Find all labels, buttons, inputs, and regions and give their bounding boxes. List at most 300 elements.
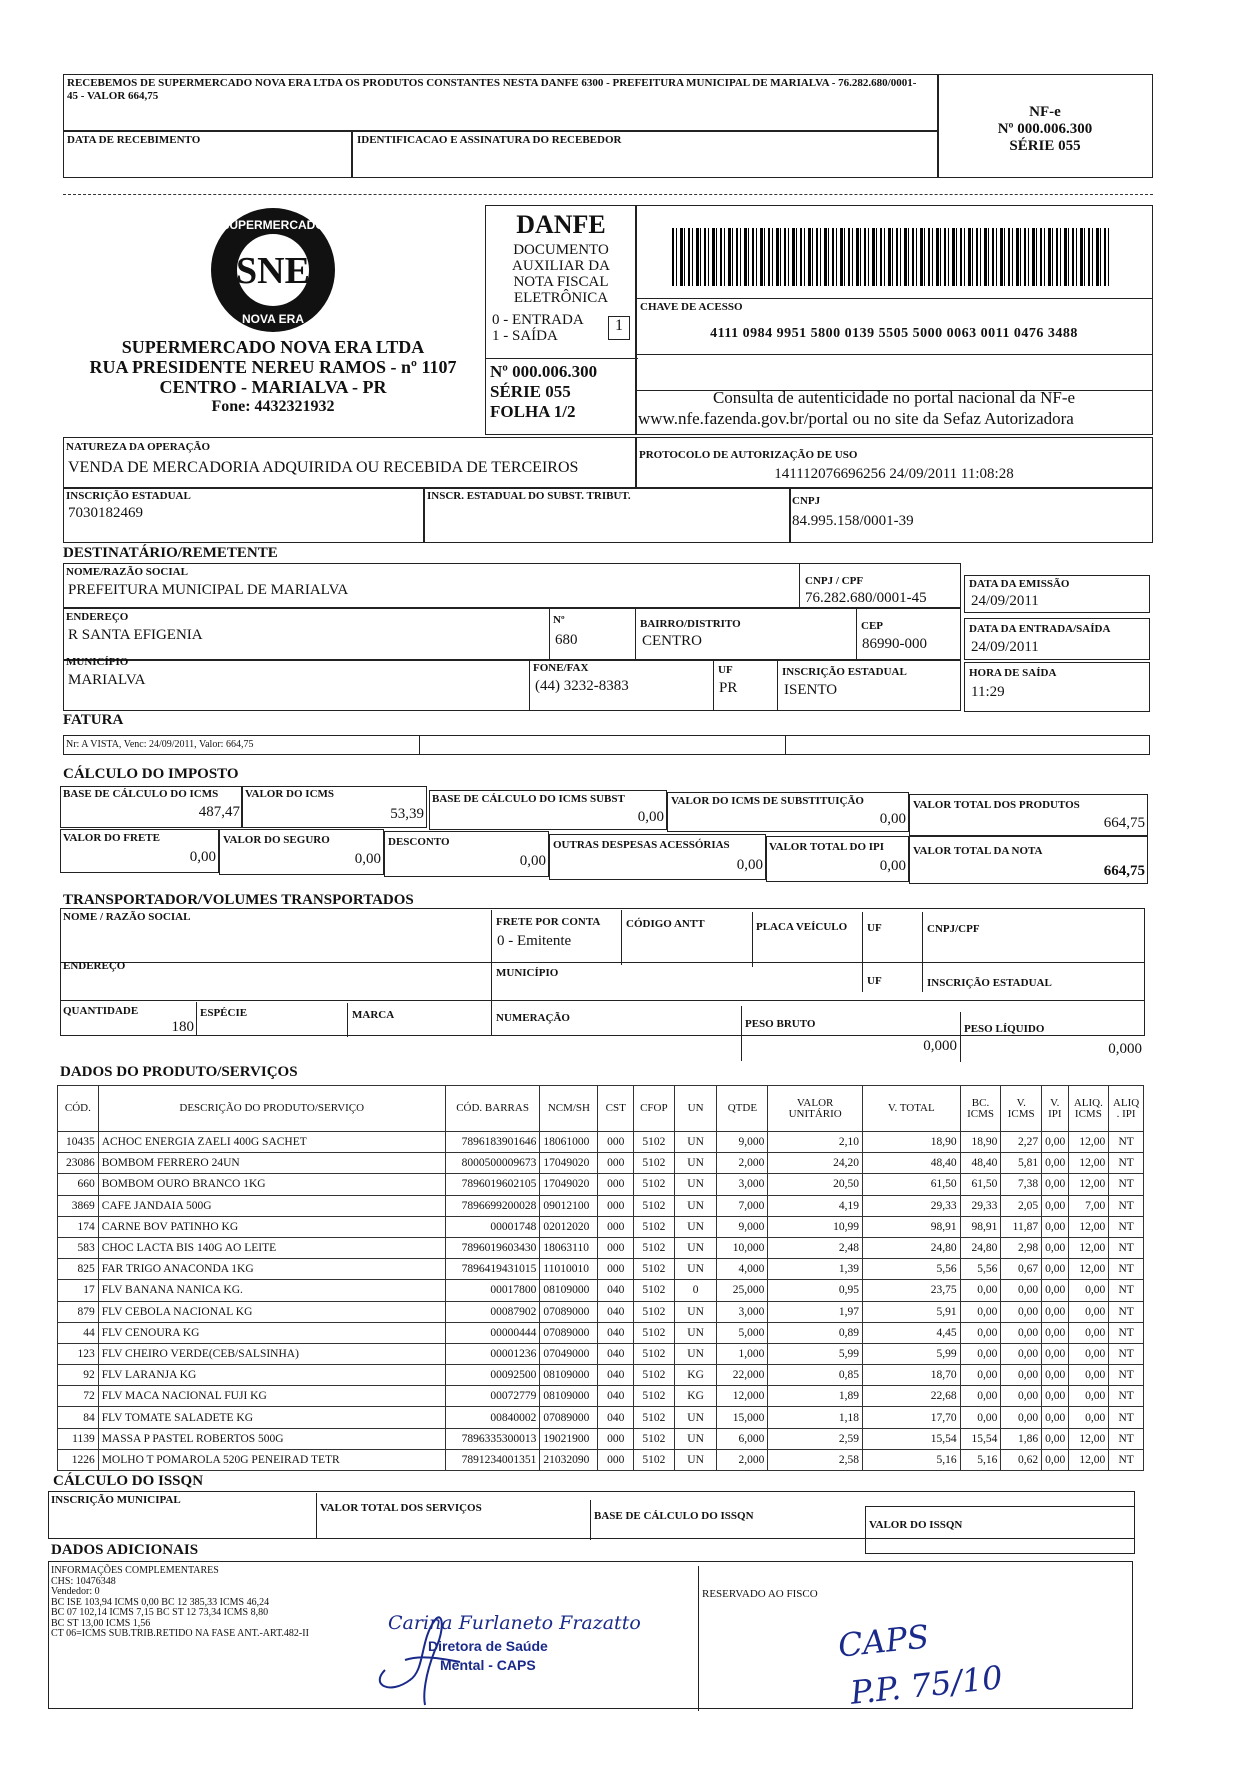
col-un: UN: [674, 1153, 717, 1174]
col-cfop: 5102: [634, 1343, 675, 1364]
col-barras-header: CÓD. BARRAS: [445, 1086, 540, 1132]
col-cfop: 5102: [634, 1216, 675, 1237]
receipt-text: RECEBEMOS DE SUPERMERCADO NOVA ERA LTDA OS PRODUTOS CONSTANTES NESTA DANFE 6300 - PREFEITURA MUNICIPAL DE MARIALVA - 76.282.680/0001-45 - VALOR 664,75: [67, 77, 917, 102]
invoice-section-title: FATURA: [63, 712, 124, 728]
col-cst: 000: [598, 1259, 634, 1280]
col-cod: 879: [58, 1301, 99, 1322]
col-vunit: 2,58: [768, 1449, 863, 1470]
col-bc-icms: 98,91: [960, 1216, 1001, 1237]
col-descricao: CHOC LACTA BIS 140G AO LEITE: [98, 1237, 445, 1258]
col-bc-icms: 0,00: [960, 1301, 1001, 1322]
col-cst: 040: [598, 1343, 634, 1364]
col-aliq-icms: 0,00: [1068, 1322, 1109, 1343]
col-un-header: UN: [674, 1086, 717, 1132]
col-ncm: 07089000: [540, 1407, 598, 1428]
col-cfop: 5102: [634, 1195, 675, 1216]
issuer-cnpj-label: CNPJ: [792, 495, 821, 507]
col-descricao-header: DESCRIÇÃO DO PRODUTO/SERVIÇO: [98, 1086, 445, 1132]
recipient-city-label: MUNICÍPIO: [66, 656, 129, 668]
ipi-value: 0,00: [879, 858, 906, 874]
col-aliq-icms: 0,00: [1068, 1343, 1109, 1364]
col-cod-header: CÓD.: [58, 1086, 99, 1132]
col-aliq-ipi: NT: [1109, 1343, 1144, 1364]
col-un: KG: [674, 1386, 717, 1407]
table-row: [58, 1407, 1144, 1428]
col-ncm: 08109000: [540, 1365, 598, 1386]
col-vunit: 24,20: [768, 1153, 863, 1174]
complementary-info-label: INFORMAÇÕES COMPLEMENTARES: [51, 1565, 219, 1576]
col-v-ipi: 0,00: [1042, 1174, 1068, 1195]
services-total-label: VALOR TOTAL DOS SERVIÇOS: [320, 1502, 482, 1514]
col-qtde: 5,000: [717, 1322, 768, 1343]
col-qtde: 7,000: [717, 1195, 768, 1216]
col-cst: 000: [598, 1428, 634, 1449]
col-v-ipi: 0,00: [1042, 1428, 1068, 1449]
col-ncm: 18063110: [540, 1237, 598, 1258]
carrier-uf-label: UF: [867, 922, 882, 934]
col-cst: 040: [598, 1322, 634, 1343]
col-cst: 040: [598, 1365, 634, 1386]
stub-nfe-label: NF-e: [1029, 104, 1061, 120]
col-ncm: 09012100: [540, 1195, 598, 1216]
danfe-title: DANFE: [516, 210, 606, 239]
col-bc-icms: 0,00: [960, 1386, 1001, 1407]
col-ncm: 08109000: [540, 1280, 598, 1301]
quantity-label: QUANTIDADE: [63, 1005, 139, 1017]
col-vtotal: 29,33: [862, 1195, 960, 1216]
col-v-icms: 2,05: [1001, 1195, 1042, 1216]
col-bc-icms-header: BC. ICMS: [960, 1086, 1001, 1132]
carrier-name-label: NOME / RAZÃO SOCIAL: [63, 911, 191, 923]
brand-label: MARCA: [352, 1009, 395, 1021]
col-v-ipi: 0,00: [1042, 1301, 1068, 1322]
issqn-section-title: CÁLCULO DO ISSQN: [53, 1473, 204, 1489]
col-aliq-ipi: NT: [1109, 1195, 1144, 1216]
col-v-icms: 11,87: [1001, 1216, 1042, 1237]
col-v-ipi: 0,00: [1042, 1449, 1068, 1470]
recipient-uf-label: UF: [718, 664, 733, 676]
col-vtotal: 17,70: [862, 1407, 960, 1428]
col-descricao: CAFE JANDAIA 500G: [98, 1195, 445, 1216]
info-line: BC ISE 103,94 ICMS 0,00 BC 12 385,33 ICMS 46,24: [51, 1596, 270, 1608]
col-vtotal: 4,45: [862, 1322, 960, 1343]
col-v-icms: 0,00: [1001, 1365, 1042, 1386]
table-row: [58, 1343, 1144, 1364]
col-v-icms: 7,38: [1001, 1174, 1042, 1195]
additional-section-title: DADOS ADICIONAIS: [51, 1542, 199, 1558]
col-vunit: 20,50: [768, 1174, 863, 1195]
col-barras: 7896019603430: [445, 1237, 540, 1258]
table-row: [58, 1195, 1144, 1216]
recipient-address-label: ENDEREÇO: [66, 611, 129, 623]
col-vtotal: 98,91: [862, 1216, 960, 1237]
svg-text:SUPERMERCADO: SUPERMERCADO: [221, 218, 325, 232]
col-vunit: 0,95: [768, 1280, 863, 1301]
col-bc-icms: 24,80: [960, 1237, 1001, 1258]
col-un: KG: [674, 1365, 717, 1386]
col-v-icms: 5,81: [1001, 1153, 1042, 1174]
col-cfop-header: CFOP: [634, 1086, 675, 1132]
col-v-icms: 2,27: [1001, 1132, 1042, 1153]
col-descricao: FLV BANANA NANICA KG.: [98, 1280, 445, 1301]
recipient-section-title: DESTINATÁRIO/REMETENTE: [63, 545, 278, 561]
col-cod: 17: [58, 1280, 99, 1301]
ie-label: INSCRIÇÃO ESTADUAL: [66, 490, 191, 502]
total-invoice-label: VALOR TOTAL DA NOTA: [913, 845, 1043, 857]
col-qtde: 2,000: [717, 1153, 768, 1174]
col-ncm: 18061000: [540, 1132, 598, 1153]
col-cfop: 5102: [634, 1301, 675, 1322]
col-barras: 00000444: [445, 1322, 540, 1343]
other-expenses-value: 0,00: [736, 857, 763, 873]
col-vtotal: 48,40: [862, 1153, 960, 1174]
col-barras: 00001748: [445, 1216, 540, 1237]
col-descricao: FAR TRIGO ANACONDA 1KG: [98, 1259, 445, 1280]
col-cfop: 5102: [634, 1174, 675, 1195]
stub-nfe-series: SÉRIE 055: [1009, 138, 1081, 154]
carrier-cnpj-label: CNPJ/CPF: [927, 923, 980, 935]
col-v-icms: 0,00: [1001, 1322, 1042, 1343]
danfe-sub-1: DOCUMENTO: [513, 242, 609, 258]
carrier-ie-label: INSCRIÇÃO ESTADUAL: [927, 977, 1052, 989]
table-row: [58, 1449, 1144, 1470]
col-un: UN: [674, 1259, 717, 1280]
col-aliq-ipi: NT: [1109, 1237, 1144, 1258]
table-row: [58, 1132, 1144, 1153]
danfe-page: FOLHA 1/2: [490, 402, 576, 421]
col-v-icms: 0,00: [1001, 1301, 1042, 1322]
col-bc-icms: 0,00: [960, 1343, 1001, 1364]
quantity-value: 180: [171, 1019, 194, 1035]
col-v-ipi: 0,00: [1042, 1132, 1068, 1153]
col-cst: 000: [598, 1216, 634, 1237]
carrier-uf2-label: UF: [867, 975, 882, 987]
col-v-icms-header: V. ICMS: [1001, 1086, 1042, 1132]
col-bc-icms: 0,00: [960, 1407, 1001, 1428]
col-vunit: 0,89: [768, 1322, 863, 1343]
col-barras: 7896699200028: [445, 1195, 540, 1216]
species-label: ESPÉCIE: [200, 1007, 248, 1019]
col-v-ipi: 0,00: [1042, 1237, 1068, 1258]
col-un: UN: [674, 1132, 717, 1153]
col-barras: 00017800: [445, 1280, 540, 1301]
issuer-phone: Fone: 4432321932: [211, 398, 335, 415]
recipient-name: PREFEITURA MUNICIPAL DE MARIALVA: [68, 582, 349, 598]
consulta-line-1: Consulta de autenticidade no portal nacional da NF-e: [712, 388, 1076, 407]
col-v-icms: 0,00: [1001, 1407, 1042, 1428]
col-cod: 123: [58, 1343, 99, 1364]
col-aliq-ipi: NT: [1109, 1259, 1144, 1280]
col-cod: 92: [58, 1365, 99, 1386]
carrier-section-title: TRANSPORTADOR/VOLUMES TRANSPORTADOS: [63, 892, 414, 908]
col-ncm: 21032090: [540, 1449, 598, 1470]
table-row: [58, 1365, 1144, 1386]
col-vtotal: 61,50: [862, 1174, 960, 1195]
col-cod: 174: [58, 1216, 99, 1237]
col-qtde-header: QTDE: [717, 1086, 768, 1132]
recipient-cep-label: CEP: [861, 620, 883, 632]
insurance-value: 0,00: [354, 851, 381, 867]
col-v-ipi-header: V. IPI: [1042, 1086, 1068, 1132]
col-ncm: 07089000: [540, 1322, 598, 1343]
col-vunit: 1,18: [768, 1407, 863, 1428]
info-line: CT 06=ICMS SUB.TRIB.RETIDO NA FASE ANT.-ART.482-II: [51, 1628, 309, 1639]
col-cst: 040: [598, 1386, 634, 1407]
col-ncm: 07089000: [540, 1301, 598, 1322]
net-weight-value: 0,000: [1108, 1041, 1142, 1057]
col-v-ipi: 0,00: [1042, 1407, 1068, 1428]
table-row: [58, 1174, 1144, 1195]
col-vtotal: 23,75: [862, 1280, 960, 1301]
icms-label: VALOR DO ICMS: [245, 788, 335, 800]
company-logo: [208, 205, 338, 335]
col-aliq-ipi: NT: [1109, 1132, 1144, 1153]
recipient-name-label: NOME/RAZÃO SOCIAL: [66, 566, 188, 578]
col-vunit: 10,99: [768, 1216, 863, 1237]
recipient-ie: ISENTO: [784, 682, 838, 698]
col-vtotal: 24,80: [862, 1237, 960, 1258]
col-aliq-icms: 0,00: [1068, 1280, 1109, 1301]
col-qtde: 12,000: [717, 1386, 768, 1407]
col-v-ipi: 0,00: [1042, 1386, 1068, 1407]
col-v-ipi: 0,00: [1042, 1259, 1068, 1280]
col-cod: 825: [58, 1259, 99, 1280]
table-row: [58, 1153, 1144, 1174]
danfe-type-box: 1: [608, 316, 630, 340]
table-row: [58, 1428, 1144, 1449]
col-qtde: 3,000: [717, 1301, 768, 1322]
col-descricao: FLV CENOURA KG: [98, 1322, 445, 1343]
col-vtotal-header: V. TOTAL: [862, 1086, 960, 1132]
col-cst: 000: [598, 1195, 634, 1216]
col-descricao: FLV CHEIRO VERDE(CEB/SALSINHA): [98, 1343, 445, 1364]
col-bc-icms: 48,40: [960, 1153, 1001, 1174]
col-aliq-icms: 0,00: [1068, 1365, 1109, 1386]
col-v-icms: 0,62: [1001, 1449, 1042, 1470]
icms-st-value: 0,00: [879, 811, 906, 827]
col-aliq-icms: 7,00: [1068, 1195, 1109, 1216]
info-line: Vendedor: 0: [51, 1586, 100, 1597]
col-cst: 000: [598, 1153, 634, 1174]
receipt-stub: [63, 74, 1153, 178]
fisco-reserved-label: RESERVADO AO FISCO: [702, 1588, 818, 1600]
info-line: BC 07 102,14 ICMS 7,15 BC ST 12 73,34 ICMS 8,80: [51, 1607, 269, 1618]
col-v-ipi: 0,00: [1042, 1216, 1068, 1237]
col-v-icms: 0,67: [1001, 1259, 1042, 1280]
other-expenses-label: OUTRAS DESPESAS ACESSÓRIAS: [553, 839, 730, 851]
col-qtde: 6,000: [717, 1428, 768, 1449]
table-row: [58, 1322, 1144, 1343]
handwritten-caps: CAPS: [836, 1617, 931, 1665]
danfe-sub-3: NOTA FISCAL: [513, 274, 609, 290]
nature-label: NATUREZA DA OPERAÇÃO: [66, 441, 211, 453]
col-un: UN: [674, 1195, 717, 1216]
col-v-ipi: 0,00: [1042, 1322, 1068, 1343]
col-vunit: 0,85: [768, 1365, 863, 1386]
col-aliq-ipi: NT: [1109, 1216, 1144, 1237]
col-qtde: 22,000: [717, 1365, 768, 1386]
col-cod: 84: [58, 1407, 99, 1428]
ipi-label: VALOR TOTAL DO IPI: [769, 841, 885, 853]
col-bc-icms: 18,90: [960, 1132, 1001, 1153]
issuer-block: [63, 205, 483, 435]
bc-st-label: BASE DE CÁLCULO DO ICMS SUBST: [432, 793, 625, 805]
freight-by-value: 0 - Emitente: [497, 933, 572, 949]
products-table: [57, 1085, 1144, 1471]
col-descricao: FLV LARANJA KG: [98, 1365, 445, 1386]
col-barras: 7891234001351: [445, 1449, 540, 1470]
col-cst: 040: [598, 1280, 634, 1301]
antt-label: CÓDIGO ANTT: [626, 918, 705, 930]
col-v-icms: 0,00: [1001, 1280, 1042, 1301]
col-qtde: 10,000: [717, 1237, 768, 1258]
issqn-value-label: VALOR DO ISSQN: [869, 1519, 963, 1531]
table-row: [58, 1301, 1144, 1322]
col-vtotal: 5,16: [862, 1449, 960, 1470]
col-aliq-icms: 0,00: [1068, 1407, 1109, 1428]
col-bc-icms: 0,00: [960, 1322, 1001, 1343]
col-cst: 000: [598, 1132, 634, 1153]
col-cst: 000: [598, 1449, 634, 1470]
danfe-sub-4: ELETRÔNICA: [513, 290, 609, 306]
discount-label: DESCONTO: [388, 836, 450, 848]
table-row: [58, 1386, 1144, 1407]
col-aliq-ipi: NT: [1109, 1322, 1144, 1343]
exit-time: 11:29: [971, 684, 1005, 700]
stamp-name: Carina Furlaneto Frazatto: [388, 1612, 641, 1634]
table-row: [58, 1216, 1144, 1237]
gross-weight-label: PESO BRUTO: [745, 1018, 816, 1030]
col-cod: 660: [58, 1174, 99, 1195]
col-descricao: BOMBOM FERRERO 24UN: [98, 1153, 445, 1174]
col-vtotal: 18,70: [862, 1365, 960, 1386]
col-qtde: 9,000: [717, 1216, 768, 1237]
col-un: UN: [674, 1301, 717, 1322]
col-barras: 7896335300013: [445, 1428, 540, 1449]
recipient-address: R SANTA EFIGENIA: [68, 627, 203, 643]
col-cfop: 5102: [634, 1322, 675, 1343]
net-weight-label: PESO LÍQUIDO: [964, 1023, 1045, 1035]
col-bc-icms: 5,16: [960, 1449, 1001, 1470]
cut-line: [63, 194, 1153, 195]
col-ncm: 11010010: [540, 1259, 598, 1280]
col-aliq-ipi: NT: [1109, 1280, 1144, 1301]
recipient-ie-label: INSCRIÇÃO ESTADUAL: [782, 666, 907, 678]
col-cod: 1139: [58, 1428, 99, 1449]
col-cfop: 5102: [634, 1259, 675, 1280]
col-cst: 040: [598, 1301, 634, 1322]
discount-value: 0,00: [519, 853, 546, 869]
carrier-address-label: ENDEREÇO: [63, 960, 126, 972]
col-vunit: 1,89: [768, 1386, 863, 1407]
col-vunit: 2,48: [768, 1237, 863, 1258]
issuer-city: CENTRO - MARIALVA - PR: [159, 377, 387, 397]
col-vtotal: 18,90: [862, 1132, 960, 1153]
col-aliq-icms: 12,00: [1068, 1449, 1109, 1470]
col-aliq-ipi-header: ALIQ . IPI: [1109, 1086, 1144, 1132]
col-un: UN: [674, 1322, 717, 1343]
col-vunit: 4,19: [768, 1195, 863, 1216]
stub-nfe-number: Nº 000.006.300: [997, 121, 1093, 137]
entry-date: 24/09/2011: [971, 639, 1039, 655]
consulta-line-2[interactable]: www.nfe.fazenda.gov.br/portal ou no site da Sefaz Autorizadora: [638, 409, 1074, 428]
complementary-info: [51, 1566, 309, 1640]
receipt-signature-label: IDENTIFICACAO E ASSINATURA DO RECEBEDOR: [357, 134, 622, 146]
col-barras: 7896419431015: [445, 1259, 540, 1280]
svg-text:NOVA ERA: NOVA ERA: [241, 312, 305, 326]
col-cod: 72: [58, 1386, 99, 1407]
col-cfop: 5102: [634, 1280, 675, 1301]
handwritten-pp: P.P. 75/10: [848, 1658, 1005, 1712]
col-aliq-icms: 12,00: [1068, 1153, 1109, 1174]
col-aliq-icms: 12,00: [1068, 1216, 1109, 1237]
icms-st-label: VALOR DO ICMS DE SUBSTITUIÇÃO: [671, 795, 864, 807]
col-aliq-ipi: NT: [1109, 1153, 1144, 1174]
col-ncm: 08109000: [540, 1386, 598, 1407]
issuer-name: SUPERMERCADO NOVA ERA LTDA: [121, 337, 425, 357]
bc-icms-label: BASE DE CÁLCULO DO ICMS: [63, 788, 219, 800]
col-un: UN: [674, 1174, 717, 1195]
col-cod: 23086: [58, 1153, 99, 1174]
carrier-city-label: MUNICÍPIO: [496, 967, 559, 979]
freight-by-label: FRETE POR CONTA: [496, 916, 601, 928]
icms-value: 53,39: [390, 806, 424, 822]
col-vtotal: 15,54: [862, 1428, 960, 1449]
col-cfop: 5102: [634, 1449, 675, 1470]
col-un: UN: [674, 1237, 717, 1258]
col-v-icms: 0,00: [1001, 1343, 1042, 1364]
col-ncm: 17049020: [540, 1174, 598, 1195]
recipient-number-label: Nº: [553, 614, 565, 626]
stamp-dept: Mental - CAPS: [440, 1657, 536, 1673]
freight-label: VALOR DO FRETE: [63, 832, 160, 844]
recipient-number: 680: [555, 632, 578, 648]
col-v-ipi: 0,00: [1042, 1153, 1068, 1174]
col-aliq-icms: 12,00: [1068, 1237, 1109, 1258]
recipient-phone: (44) 3232-8383: [535, 678, 629, 694]
receipt-date-label: DATA DE RECEBIMENTO: [67, 134, 201, 146]
col-descricao: MASSA P PASTEL ROBERTOS 500G: [98, 1428, 445, 1449]
col-barras: 00092500: [445, 1365, 540, 1386]
col-vtotal: 5,91: [862, 1301, 960, 1322]
col-ncm: 02012020: [540, 1216, 598, 1237]
col-ncm: 17049020: [540, 1153, 598, 1174]
plate-label: PLACA VEÍCULO: [756, 921, 848, 933]
access-key-value: 4111 0984 9951 5800 0139 5505 5000 0063 0011 0476 3488: [710, 326, 1078, 341]
info-line: BC ST 13,00 ICMS 1,56: [51, 1617, 151, 1629]
col-cst: 040: [598, 1407, 634, 1428]
col-aliq-ipi: NT: [1109, 1174, 1144, 1195]
col-aliq-icms-header: ALIQ. ICMS: [1068, 1086, 1109, 1132]
col-vtotal: 22,68: [862, 1386, 960, 1407]
col-cfop: 5102: [634, 1237, 675, 1258]
nature-value: VENDA DE MERCADORIA ADQUIRIDA OU RECEBIDA DE TERCEIROS: [68, 459, 579, 476]
gross-weight-value: 0,000: [923, 1038, 957, 1054]
freight-value: 0,00: [189, 849, 216, 865]
col-descricao: FLV MACA NACIONAL FUJI KG: [98, 1386, 445, 1407]
col-ncm: 07049000: [540, 1343, 598, 1364]
col-qtde: 15,000: [717, 1407, 768, 1428]
col-barras: 7896183901646: [445, 1132, 540, 1153]
insurance-label: VALOR DO SEGURO: [223, 834, 330, 846]
col-qtde: 9,000: [717, 1132, 768, 1153]
exit-time-label: HORA DE SAÍDA: [969, 667, 1057, 679]
table-row: [58, 1259, 1144, 1280]
emission-date-label: DATA DA EMISSÃO: [969, 578, 1070, 590]
col-bc-icms: 0,00: [960, 1280, 1001, 1301]
col-qtde: 3,000: [717, 1174, 768, 1195]
recipient-city: MARIALVA: [68, 672, 146, 688]
